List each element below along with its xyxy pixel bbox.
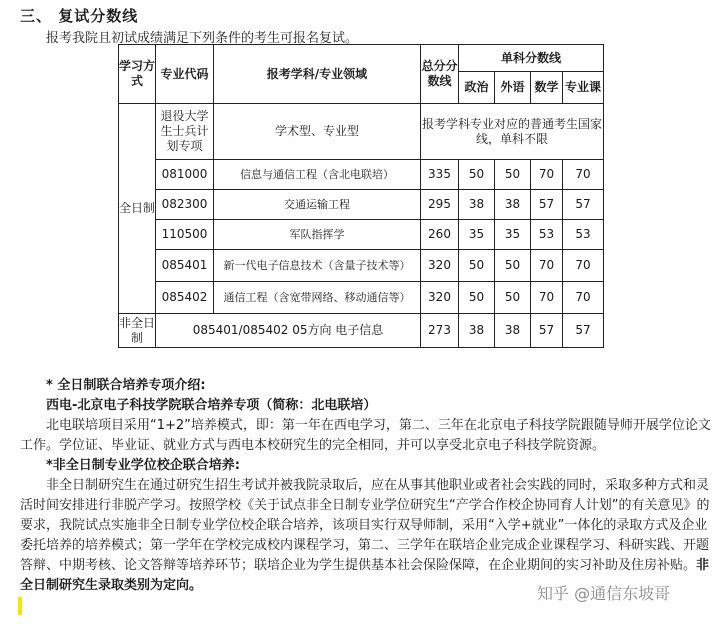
table-row — [119, 160, 604, 190]
part-math: 57 — [531, 314, 563, 348]
table-row — [119, 220, 604, 250]
row-subject: 军队指挥学 — [214, 220, 421, 250]
table-row — [119, 250, 604, 282]
row-major: 70 — [563, 250, 604, 282]
row-major: 57 — [563, 190, 604, 220]
row-total: 295 — [421, 190, 459, 220]
row-politics: 35 — [459, 220, 495, 250]
row-politics: 38 — [459, 190, 495, 220]
section-title: 三、 复试分数线 — [20, 7, 139, 25]
part-major: 57 — [563, 314, 604, 348]
table-row — [119, 282, 604, 314]
row-politics: 50 — [459, 282, 495, 314]
row-total: 320 — [421, 250, 459, 282]
row-foreign: 38 — [495, 190, 531, 220]
veteran-code: 退役大学生士兵计划专项 — [156, 104, 214, 160]
row-code: 082300 — [156, 190, 214, 220]
row-math: 70 — [531, 160, 563, 190]
row-politics: 50 — [459, 250, 495, 282]
notes-para-part-text: 非全日制研究生在通过研究生招生考试并被我院录取后，应在从事其他职业或者社会实践的同时，采取多种方式和灵活时间安排进行非脱产学习。按照学校《关于试点非全日制专业学位研究生“产学合作校企协同育人计划”的有关意见》的要求，我院试点实施非全日制专业学位校企联合培养，该项目实行双导师制，采用“入学+就业”一体化的录取方式及企业委托培养的培养模式；第一学年在学校完成校内课程学习，第二、三学年在联培企业完成企业课程学习、科研实践、开题答辩、中期考核、论文答辩等培养环节；联培企业为学生提供基本社会保险保障，在企业期间的实习补助及住房补贴。 — [20, 478, 710, 573]
row-code: 110500 — [156, 220, 214, 250]
row-major: 70 — [563, 282, 604, 314]
veteran-note: 报考学科专业对应的普通考生国家线，单科不限 — [421, 104, 604, 160]
header-subject: 报考学科/专业领域 — [214, 45, 421, 104]
veteran-subject: 学术型、专业型 — [214, 104, 421, 160]
table-row — [119, 104, 604, 160]
header-mode: 学习方式 — [119, 45, 156, 104]
row-foreign: 35 — [495, 220, 531, 250]
row-total: 260 — [421, 220, 459, 250]
row-subject: 交通运输工程 — [214, 190, 421, 220]
notes-para-part — [20, 476, 720, 596]
header-code: 专业代码 — [156, 45, 214, 104]
row-subject: 新一代电子信息技术（含量子技术等） — [214, 250, 421, 282]
row-subject: 通信工程（含宽带网络、移动通信等） — [214, 282, 421, 314]
row-math: 53 — [531, 220, 563, 250]
table-row — [119, 190, 604, 220]
notes-section — [20, 376, 720, 596]
row-math: 57 — [531, 190, 563, 220]
row-total: 335 — [421, 160, 459, 190]
row-total: 320 — [421, 282, 459, 314]
notes-para-bd: 北电联培项目采用“1+2”培养模式，即：第一年在西电学习，第二、三年在北京电子科技学院跟随导师开展学位论文工作。学位证、毕业证、就业方式与西电本校研究生的完全相同，并可以享受北京电子科技学院资源。 — [20, 418, 711, 453]
row-code: 081000 — [156, 160, 214, 190]
mode-full: 全日制 — [119, 104, 156, 314]
header-foreign: 外语 — [495, 72, 531, 104]
part-foreign: 38 — [495, 314, 531, 348]
row-math: 70 — [531, 250, 563, 282]
header-math: 数学 — [531, 72, 563, 104]
yellow-marker — [18, 597, 22, 615]
header-total: 总分分数线 — [421, 45, 459, 104]
zhihu-watermark: 知乎 @通信东坡哥 — [537, 584, 671, 603]
notes-heading-bd: 西电-北京电子科技学院联合培养专项（简称：北电联培） — [46, 398, 377, 413]
score-table — [118, 44, 604, 348]
header-single-group: 单科分数线 — [459, 45, 604, 72]
row-code: 085401 — [156, 250, 214, 282]
row-math: 70 — [531, 282, 563, 314]
part-combined: 085401/085402 05方向 电子信息 — [156, 314, 421, 348]
part-total: 273 — [421, 314, 459, 348]
notes-heading-part: *非全日制专业学位校企联合培养: — [46, 458, 240, 473]
row-politics: 50 — [459, 160, 495, 190]
row-subject: 信息与通信工程（含北电联培） — [214, 160, 421, 190]
row-major: 70 — [563, 160, 604, 190]
table-row — [119, 314, 604, 348]
notes-para-part-bold: 非全日制研究生录取类别为定向。 — [20, 558, 710, 593]
row-foreign: 50 — [495, 250, 531, 282]
part-politics: 38 — [459, 314, 495, 348]
row-major: 53 — [563, 220, 604, 250]
mode-part: 非全日制 — [119, 314, 156, 348]
row-foreign: 50 — [495, 282, 531, 314]
notes-heading-joint: * 全日制联合培养专项介绍: — [46, 378, 206, 393]
section-intro: 报考我院且初试成绩满足下列条件的考生可报名复试。 — [46, 31, 359, 46]
header-major: 专业课 — [563, 72, 604, 104]
row-foreign: 50 — [495, 160, 531, 190]
header-politics: 政治 — [459, 72, 495, 104]
row-code: 085402 — [156, 282, 214, 314]
